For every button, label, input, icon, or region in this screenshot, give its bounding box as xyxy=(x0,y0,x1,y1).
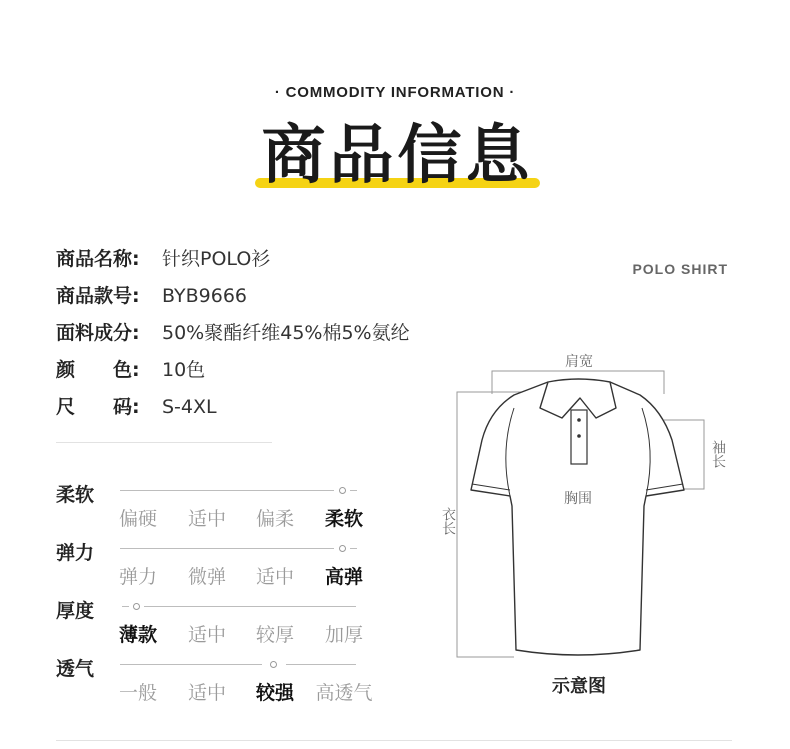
scale-line xyxy=(120,490,334,491)
info-row-fabric xyxy=(56,321,410,345)
property-option-selected: 柔软 xyxy=(324,508,363,530)
property-option-selected: 薄款 xyxy=(118,624,157,646)
info-label: 颜 色: xyxy=(56,359,140,381)
property-option: 适中 xyxy=(187,682,226,704)
length-label: 衣长 xyxy=(440,507,456,535)
property-option-selected: 较强 xyxy=(255,682,294,704)
info-value: BYB9666 xyxy=(162,285,247,307)
scale-marker xyxy=(339,487,346,494)
diagram-heading: POLO SHIRT xyxy=(632,261,728,277)
info-value: 针织POLO衫 xyxy=(162,248,271,270)
info-row-color xyxy=(56,358,205,382)
scale-line xyxy=(350,490,357,491)
section-title: 商品信息 xyxy=(261,119,534,193)
info-label: 尺 码: xyxy=(56,396,140,418)
section-subtitle: · COMMODITY INFORMATION · xyxy=(274,84,516,101)
scale-marker xyxy=(339,545,346,552)
info-label: 面料成分: xyxy=(56,322,140,344)
info-row-name xyxy=(56,247,270,271)
scale-line xyxy=(286,664,356,665)
button-icon xyxy=(577,418,581,422)
property-option: 加厚 xyxy=(324,624,363,646)
property-label-breathability: 透气 xyxy=(56,658,95,680)
info-label: 商品名称: xyxy=(56,248,140,270)
property-label-softness: 柔软 xyxy=(56,484,95,506)
property-option: 偏硬 xyxy=(118,508,157,530)
info-row-sku xyxy=(56,284,247,308)
bottom-divider xyxy=(56,740,732,741)
info-value: 50%聚酯纤维45%棉5%氨纶 xyxy=(162,322,410,344)
scale-line xyxy=(350,548,357,549)
property-label-elasticity: 弹力 xyxy=(56,542,95,564)
scale-line xyxy=(144,606,356,607)
button-icon xyxy=(577,434,581,438)
info-divider xyxy=(56,442,272,443)
property-option: 偏柔 xyxy=(255,508,294,530)
property-option: 较厚 xyxy=(255,624,294,646)
info-row-size xyxy=(56,395,217,419)
scale-line xyxy=(122,606,129,607)
property-option: 高透气 xyxy=(315,682,373,704)
property-option: 一般 xyxy=(118,682,157,704)
property-option: 适中 xyxy=(187,508,226,530)
property-label-thickness: 厚度 xyxy=(56,600,95,622)
property-option: 适中 xyxy=(255,566,294,588)
info-label: 商品款号: xyxy=(56,285,140,307)
property-option: 微弹 xyxy=(187,566,226,588)
shirt-outline xyxy=(471,382,684,655)
chest-label: 胸围 xyxy=(564,491,592,507)
shoulder-label: 肩宽 xyxy=(565,354,593,370)
diagram-caption: 示意图 xyxy=(552,676,606,697)
info-value: 10色 xyxy=(162,359,206,381)
scale-line xyxy=(120,548,334,549)
section-title-block xyxy=(255,118,540,198)
scale-line xyxy=(120,664,262,665)
sleeve-label: 袖长 xyxy=(710,440,726,468)
property-option: 弹力 xyxy=(118,566,157,588)
scale-marker xyxy=(270,661,277,668)
property-option: 适中 xyxy=(187,624,226,646)
scale-marker xyxy=(133,603,140,610)
info-value: S-4XL xyxy=(162,396,217,418)
property-option-selected: 高弹 xyxy=(324,566,363,588)
